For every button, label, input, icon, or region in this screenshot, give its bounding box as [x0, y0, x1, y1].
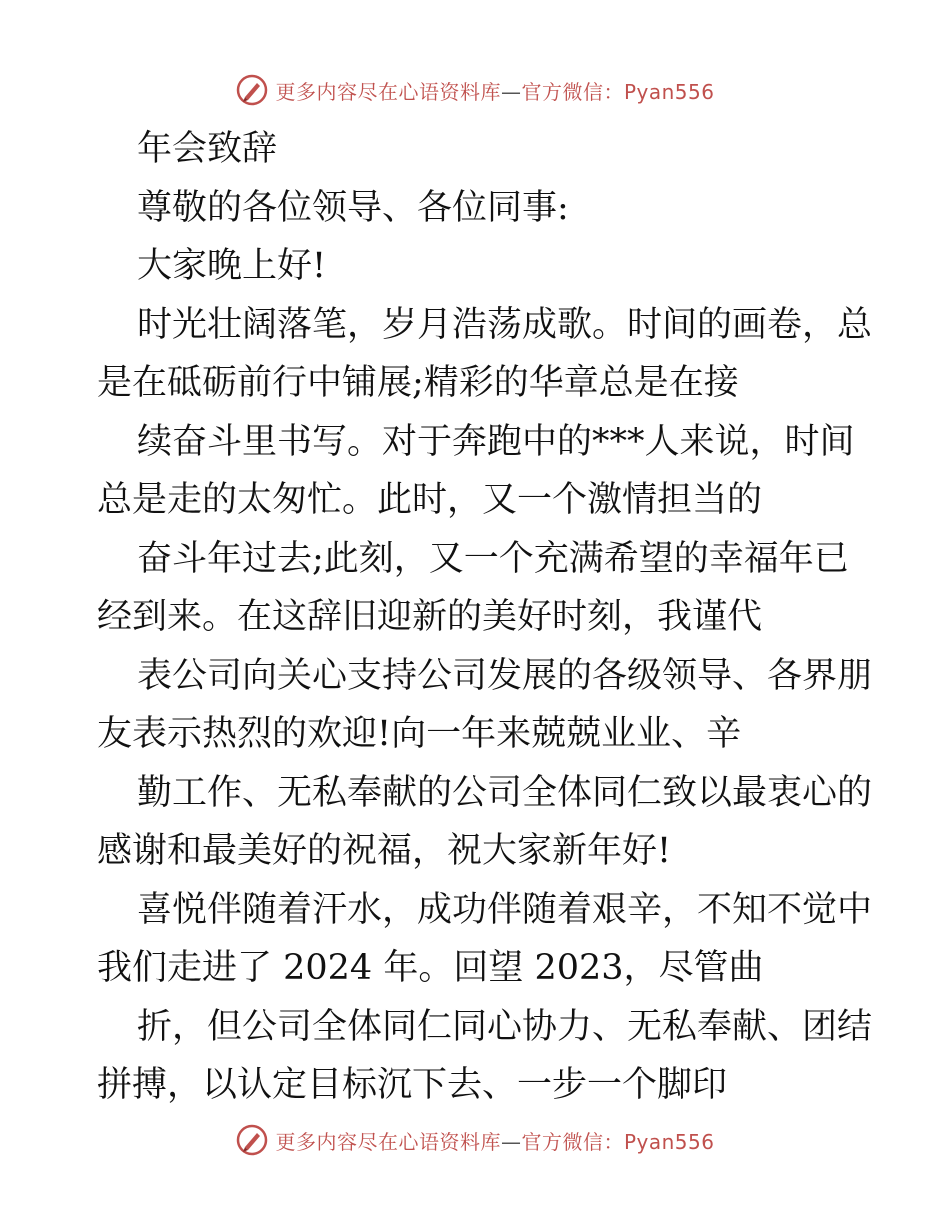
doc-title: 年会致辞 — [137, 129, 278, 169]
doc-line: 我们走进了 2024 年。回望 2023，尽管曲 — [97, 948, 764, 988]
doc-line: 奋斗年过去;此刻，又一个充满希望的幸福年已 — [137, 538, 849, 579]
doc-line: 喜悦伴随着汗水，成功伴随着艰辛，不知不觉中 — [137, 889, 873, 930]
doc-line: 经到来。在这辞旧迎新的美好时刻，我谨代 — [97, 597, 763, 637]
doc-line: 续奋斗里书写。对于奔跑中的***人来说，时间 — [137, 421, 855, 462]
doc-line: 感谢和最美好的祝福，祝大家新年好! — [97, 831, 672, 871]
doc-line: 折，但公司全体同仁同心协力、无私奉献、团结 — [137, 1006, 873, 1047]
pen-logo-icon — [235, 73, 269, 107]
doc-line: 拼搏，以认定目标沉下去、一步一个脚印 — [97, 1065, 728, 1105]
doc-line: 总是走的太匆忙。此时，又一个激情担当的 — [97, 480, 763, 520]
footer-banner-text — [275, 1126, 714, 1155]
doc-line: 表公司向关心支持公司发展的各级领导、各界朋 — [137, 655, 873, 696]
footer-banner-title: 更多内容尽在心语资料库 — [275, 1129, 501, 1154]
header-banner-text — [275, 76, 714, 105]
doc-salutation: 尊敬的各位领导、各位同事: — [137, 187, 569, 228]
header-banner-separator: — — [500, 79, 522, 104]
pen-logo-icon — [235, 1123, 269, 1157]
doc-line: 时光壮阔落笔，岁月浩荡成歌。时间的画卷，总 — [137, 304, 873, 345]
doc-line: 勤工作、无私奉献的公司全体同仁致以最衷心的 — [137, 772, 873, 813]
footer-banner-separator: — — [500, 1129, 522, 1154]
doc-greeting: 大家晚上好! — [137, 246, 327, 286]
header-banner-title: 更多内容尽在心语资料库 — [275, 79, 501, 104]
header-banner-suffix: 官方微信：Pyan556 — [521, 79, 715, 104]
header-banner — [0, 70, 950, 110]
document-body — [97, 120, 873, 1115]
doc-line: 友表示热烈的欢迎!向一年来兢兢业业、辛 — [97, 714, 742, 754]
doc-line: 是在砥砺前行中铺展;精彩的华章总是在接 — [97, 363, 739, 403]
footer-banner — [0, 1120, 950, 1160]
footer-banner-suffix: 官方微信：Pyan556 — [521, 1129, 715, 1154]
